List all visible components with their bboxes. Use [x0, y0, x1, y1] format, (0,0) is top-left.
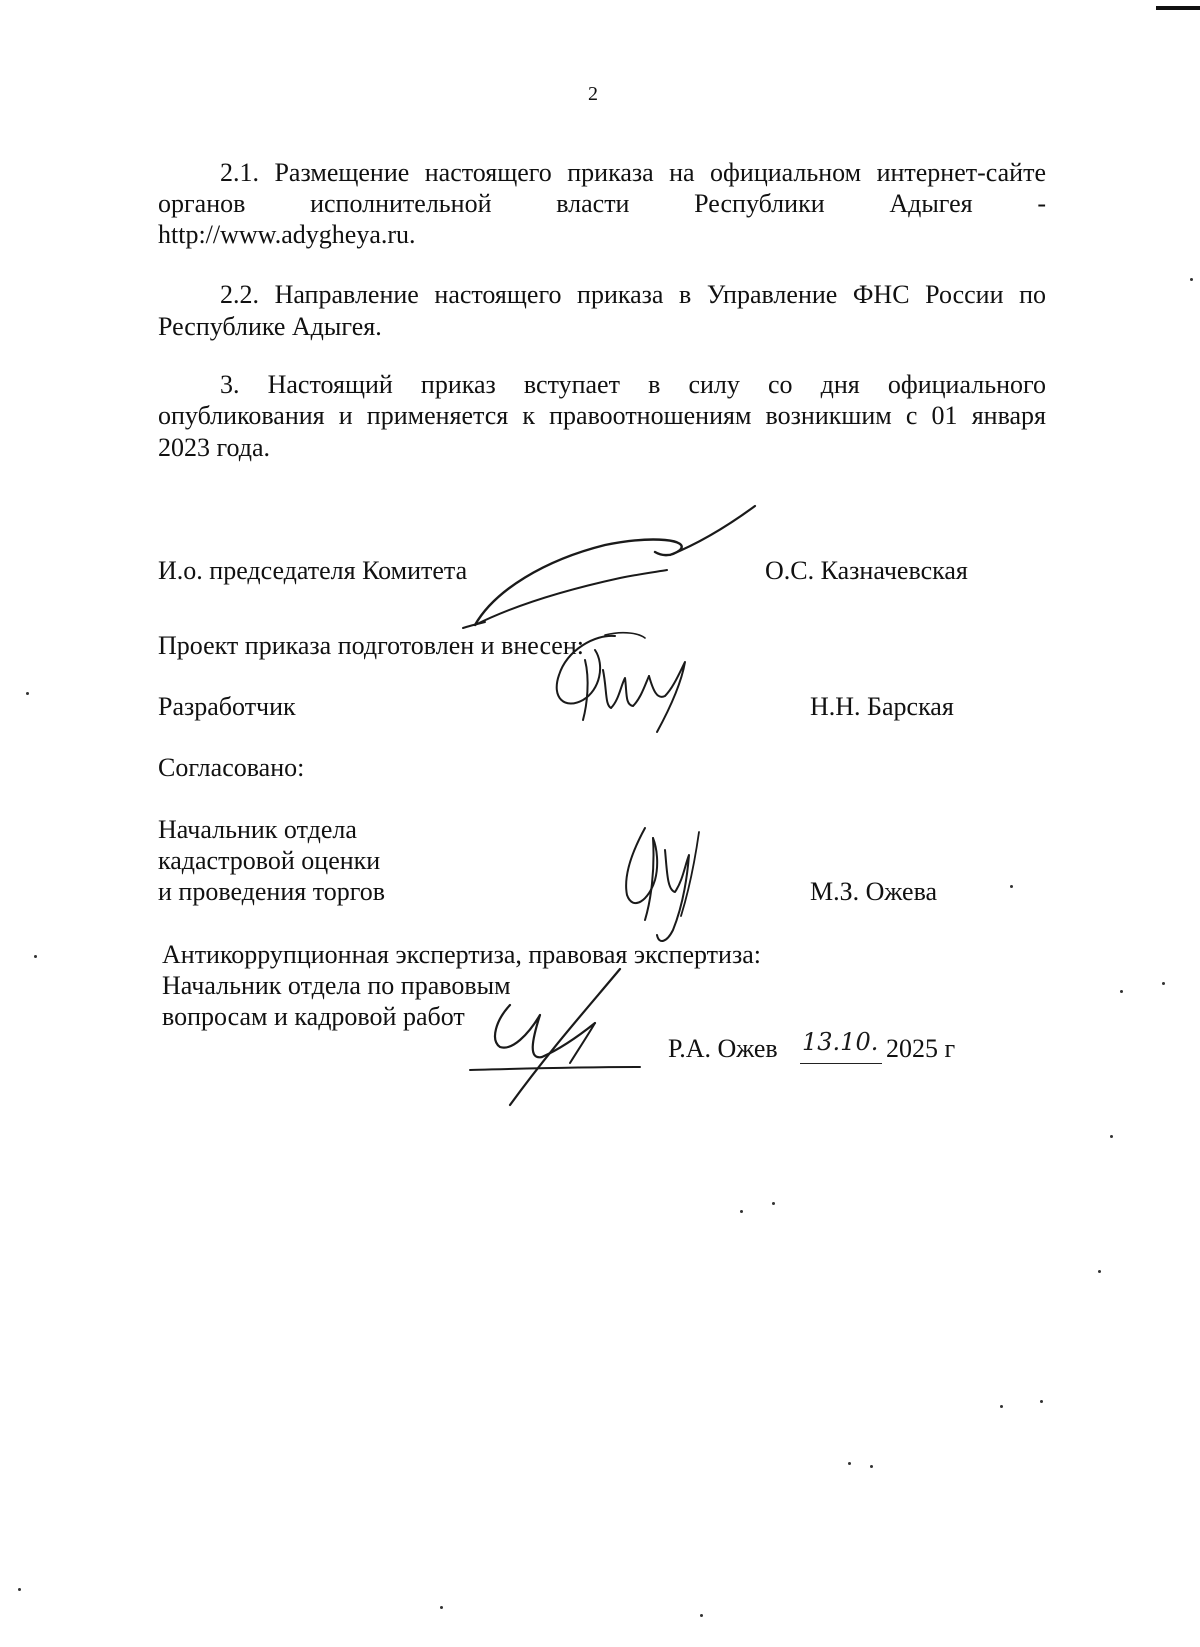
legal-title-line2: вопросам и кадровой работ	[162, 1002, 465, 1031]
scan-speck	[1190, 278, 1193, 281]
legal-title-line1: Начальник отдела по правовым	[162, 971, 511, 1000]
paragraph-2-2-line1: 2.2. Направление настоящего приказа в Управление ФНС России по	[220, 280, 1046, 309]
scan-speck	[1110, 1135, 1113, 1138]
developer-title: Разработчик	[158, 692, 296, 721]
scan-speck	[440, 1606, 443, 1609]
head-dept-line3: и проведения торгов	[158, 877, 386, 906]
scan-speck	[870, 1465, 873, 1468]
legal-year: 2025 г	[886, 1034, 956, 1063]
paragraph-2-1-line1: 2.1. Размещение настоящего приказа на официальном интернет-сайте	[220, 158, 1046, 187]
scan-edge-mark	[1156, 6, 1200, 10]
paragraph-2-1-line3: http://www.adygheya.ru.	[158, 220, 416, 249]
scan-speck	[772, 1202, 775, 1205]
head-dept-name: М.З. Ожева	[810, 877, 938, 906]
prepared-heading: Проект приказа подготовлен и внесен:	[158, 631, 584, 660]
head-dept-line2: кадастровой оценки	[158, 846, 381, 875]
chair-name: О.С. Казначевская	[765, 556, 968, 585]
agreed-heading: Согласовано:	[158, 753, 305, 782]
developer-name: Н.Н. Барская	[810, 692, 954, 721]
scan-speck	[848, 1462, 851, 1465]
paragraph-2-1-line2-text: органов исполнительной власти Республики Адыгея -	[158, 189, 1046, 218]
paragraph-3-line1: 3. Настоящий приказ вступает в силу со дня официального	[220, 370, 1046, 399]
expertise-heading: Антикоррупционная экспертиза, правовая экспертиза:	[162, 940, 761, 969]
chair-title: И.о. председателя Комитета	[158, 556, 468, 585]
scan-speck	[18, 1588, 21, 1591]
scan-speck	[26, 692, 29, 695]
page-number: 2	[588, 83, 598, 105]
scan-speck	[1098, 1270, 1101, 1273]
paragraph-2-2-line2: Республике Адыгея.	[158, 312, 382, 341]
head-dept-line1: Начальник отдела	[158, 815, 357, 844]
paragraph-3-line3: 2023 года.	[158, 433, 271, 462]
handwritten-date: 13.10.	[802, 1028, 879, 1056]
scan-speck	[1162, 982, 1165, 985]
legal-signature	[470, 965, 650, 1115]
head-dept-signature	[615, 820, 725, 950]
scan-speck	[1010, 885, 1013, 888]
developer-signature	[545, 630, 705, 740]
chair-signature	[455, 500, 775, 640]
scan-speck	[740, 1210, 743, 1213]
legal-name: Р.А. Ожев	[668, 1034, 778, 1063]
scan-speck	[1000, 1405, 1003, 1408]
paragraph-2-1-line2	[158, 188, 1046, 219]
scan-speck	[1120, 990, 1123, 993]
scan-speck	[1040, 1400, 1043, 1403]
paragraph-3-line2: опубликования и применяется к правоотношениям возникшим с 01 января	[158, 401, 1046, 430]
scan-speck	[34, 955, 37, 958]
scan-speck	[700, 1614, 703, 1617]
